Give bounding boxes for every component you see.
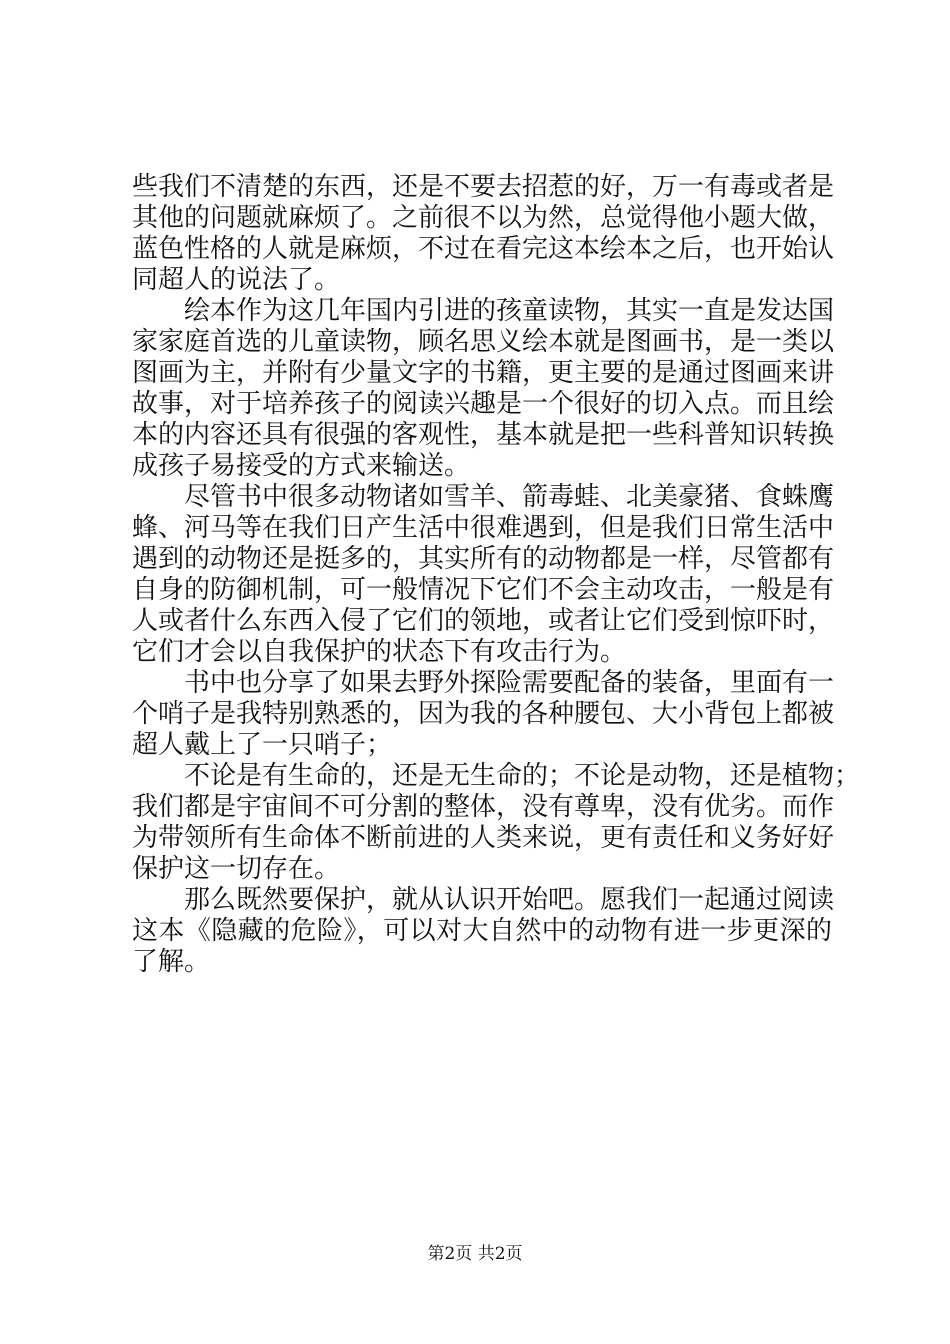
text-line: 蜂、河马等在我们日产生活中很难遇到，但是我们日常生活中 xyxy=(132,513,835,543)
text-line: 其他的问题就麻烦了。之前很不以为然，总觉得他小题大做， xyxy=(132,203,835,233)
text-line: 它们才会以自我保护的状态下有攻击行为。 xyxy=(132,637,627,667)
paragraph-2 xyxy=(132,296,835,482)
text-line: 为带领所有生命体不断前进的人类来说，更有责任和义务好好 xyxy=(132,823,835,853)
text-line: 绘本作为这几年国内引进的孩童读物，其实一直是发达国 xyxy=(184,296,835,326)
text-line: 不论是有生命的，还是无生命的；不论是动物，还是植物； xyxy=(184,761,861,791)
text-line: 图画为主，并附有少量文字的书籍，更主要的是通过图画来讲 xyxy=(132,358,835,388)
text-line: 蓝色性格的人就是麻烦，不过在看完这本绘本之后，也开始认 xyxy=(132,234,835,264)
text-line: 那么既然要保护，就从认识开始吧。愿我们一起通过阅读 xyxy=(184,885,835,915)
paragraph-6 xyxy=(132,885,835,978)
text-line: 故事，对于培养孩子的阅读兴趣是一个很好的切入点。而且绘 xyxy=(132,389,835,419)
paragraph-3 xyxy=(132,482,835,668)
text-line: 成孩子易接受的方式来输送。 xyxy=(132,451,471,481)
document-body xyxy=(132,172,861,978)
paragraph-5 xyxy=(132,761,861,885)
text-line: 保护这一切存在。 xyxy=(132,854,341,884)
text-line: 这本《隐藏的危险》，可以对大自然中的动物有进一步更深的 xyxy=(132,916,832,946)
text-line: 超人戴上了一只哨子； xyxy=(132,730,393,760)
text-line: 些我们不清楚的东西，还是不要去招惹的好，万一有毒或者是 xyxy=(132,172,835,202)
text-line: 本的内容还具有很强的客观性，基本就是把一些科普知识转换 xyxy=(132,420,835,450)
text-line: 遇到的动物还是挺多的，其实所有的动物都是一样，尽管都有 xyxy=(132,544,835,574)
paragraph-4 xyxy=(132,668,835,761)
text-line: 我们都是宇宙间不可分割的整体，没有尊卑，没有优劣。而作 xyxy=(132,792,835,822)
paragraph-1 xyxy=(132,172,835,296)
text-line: 人或者什么东西入侵了它们的领地，或者让它们受到惊吓时， xyxy=(132,606,835,636)
text-line: 自身的防御机制，可一般情况下它们不会主动攻击，一般是有 xyxy=(132,575,835,605)
text-line: 尽管书中很多动物诸如雪羊、箭毒蛙、北美豪猪、食蛛鹰 xyxy=(184,482,835,512)
text-line: 个哨子是我特别熟悉的，因为我的各种腰包、大小背包上都被 xyxy=(132,699,835,729)
text-line: 了解。 xyxy=(132,947,211,977)
text-line: 书中也分享了如果去野外探险需要配备的装备，里面有一 xyxy=(184,668,835,698)
text-line: 家家庭首选的儿童读物，顾名思义绘本就是图画书，是一类以 xyxy=(132,327,835,357)
page-number-footer: 第2页 共2页 xyxy=(427,1244,523,1264)
text-line: 同超人的说法了。 xyxy=(132,265,341,295)
